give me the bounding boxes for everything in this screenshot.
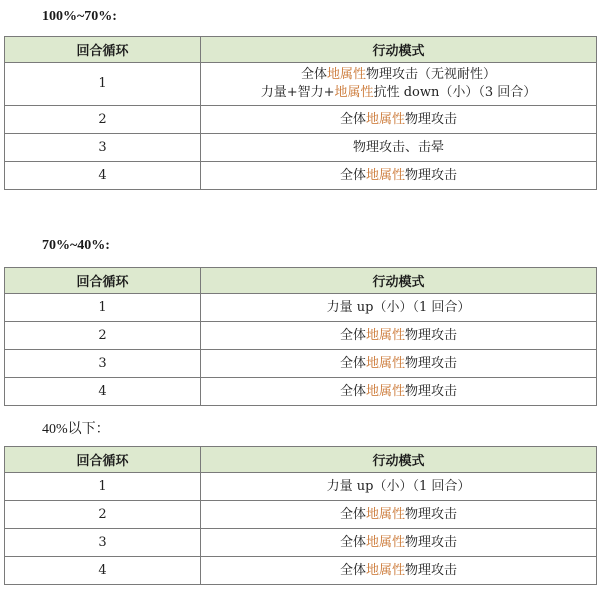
action-line — [201, 534, 596, 552]
action-text: 全体 — [339, 383, 366, 399]
phase-2-table — [4, 267, 597, 406]
action-line — [201, 84, 596, 102]
table-header-row — [5, 37, 597, 63]
action-text: 全体 — [339, 534, 366, 550]
action-cell — [201, 473, 597, 501]
action-cell — [201, 378, 597, 406]
action-line — [201, 111, 596, 129]
table-row — [5, 501, 597, 529]
action-text: 全体 — [339, 562, 366, 578]
round-cell: 1 — [5, 63, 201, 106]
table-row — [5, 63, 597, 106]
phase-1-heading: 100%~70%: — [42, 9, 117, 24]
attribute-term: 地属性 — [365, 327, 405, 343]
round-cell: 2 — [5, 501, 201, 529]
action-line — [201, 562, 596, 580]
action-text: 力量 up（小）（1 回合） — [326, 299, 471, 315]
action-text: 物理攻击 — [405, 355, 458, 371]
attribute-term: 地属性 — [365, 534, 405, 550]
column-header-action: 行动模式 — [201, 268, 597, 294]
column-header-round: 回合循环 — [5, 447, 201, 473]
round-cell: 3 — [5, 350, 201, 378]
action-text: 全体 — [300, 67, 327, 82]
action-line — [201, 139, 596, 157]
action-line — [201, 355, 596, 373]
round-cell: 4 — [5, 557, 201, 585]
attribute-term: 地属性 — [365, 383, 405, 399]
attribute-term: 地属性 — [365, 355, 405, 371]
action-cell — [201, 350, 597, 378]
table-header-row — [5, 268, 597, 294]
attribute-term: 地属性 — [326, 67, 366, 82]
column-header-round: 回合循环 — [5, 268, 201, 294]
action-text: 物理攻击、击晕 — [352, 139, 444, 155]
action-text: 物理攻击 — [405, 167, 458, 183]
action-line — [201, 327, 596, 345]
action-text: 力量 up（小）（1 回合） — [326, 478, 471, 494]
action-line — [201, 299, 596, 317]
column-header-action: 行动模式 — [201, 447, 597, 473]
action-text: 物理攻击 — [405, 327, 458, 343]
round-cell: 1 — [5, 473, 201, 501]
action-text: 力量+智力+ — [260, 85, 335, 100]
attribute-term: 地属性 — [334, 85, 374, 100]
phase-3-table — [4, 446, 597, 585]
phase-3-heading: 40%以下： — [42, 422, 110, 437]
action-line — [201, 167, 596, 185]
action-text: 物理攻击 — [405, 383, 458, 399]
table-row — [5, 557, 597, 585]
action-text: 抗性 down（小）（3 回合） — [373, 85, 537, 100]
attribute-term: 地属性 — [365, 167, 405, 183]
column-header-round: 回合循环 — [5, 37, 201, 63]
round-cell: 4 — [5, 162, 201, 190]
action-line — [201, 478, 596, 496]
action-text: 物理攻击 — [405, 534, 458, 550]
action-cell — [201, 162, 597, 190]
action-cell — [201, 557, 597, 585]
action-cell — [201, 294, 597, 322]
action-cell — [201, 134, 597, 162]
attribute-term: 地属性 — [365, 506, 405, 522]
action-line — [201, 383, 596, 401]
action-text: 物理攻击 — [405, 562, 458, 578]
table-row — [5, 378, 597, 406]
action-cell — [201, 106, 597, 134]
table-row — [5, 350, 597, 378]
phase-1-table — [4, 36, 597, 190]
action-text: 全体 — [339, 506, 366, 522]
table-row — [5, 134, 597, 162]
action-text: 全体 — [339, 355, 366, 371]
action-cell — [201, 322, 597, 350]
table-row — [5, 162, 597, 190]
action-line — [201, 66, 596, 84]
action-text: 全体 — [339, 167, 366, 183]
table-row — [5, 529, 597, 557]
round-cell: 3 — [5, 529, 201, 557]
table-row — [5, 106, 597, 134]
column-header-action: 行动模式 — [201, 37, 597, 63]
round-cell: 1 — [5, 294, 201, 322]
table-row — [5, 322, 597, 350]
table-row — [5, 294, 597, 322]
action-line — [201, 506, 596, 524]
table-header-row — [5, 447, 597, 473]
action-text: 物理攻击 — [405, 506, 458, 522]
action-text: 物理攻击 — [405, 111, 458, 127]
round-cell: 4 — [5, 378, 201, 406]
action-cell — [201, 501, 597, 529]
action-cell — [201, 529, 597, 557]
action-cell — [201, 63, 597, 106]
round-cell: 3 — [5, 134, 201, 162]
round-cell: 2 — [5, 106, 201, 134]
action-text: 全体 — [339, 111, 366, 127]
phase-2-heading: 70%~40%: — [42, 238, 110, 253]
table-row — [5, 473, 597, 501]
action-text: 全体 — [339, 327, 366, 343]
action-text: 物理攻击（无视耐性） — [366, 67, 497, 82]
attribute-term: 地属性 — [365, 111, 405, 127]
attribute-term: 地属性 — [365, 562, 405, 578]
round-cell: 2 — [5, 322, 201, 350]
